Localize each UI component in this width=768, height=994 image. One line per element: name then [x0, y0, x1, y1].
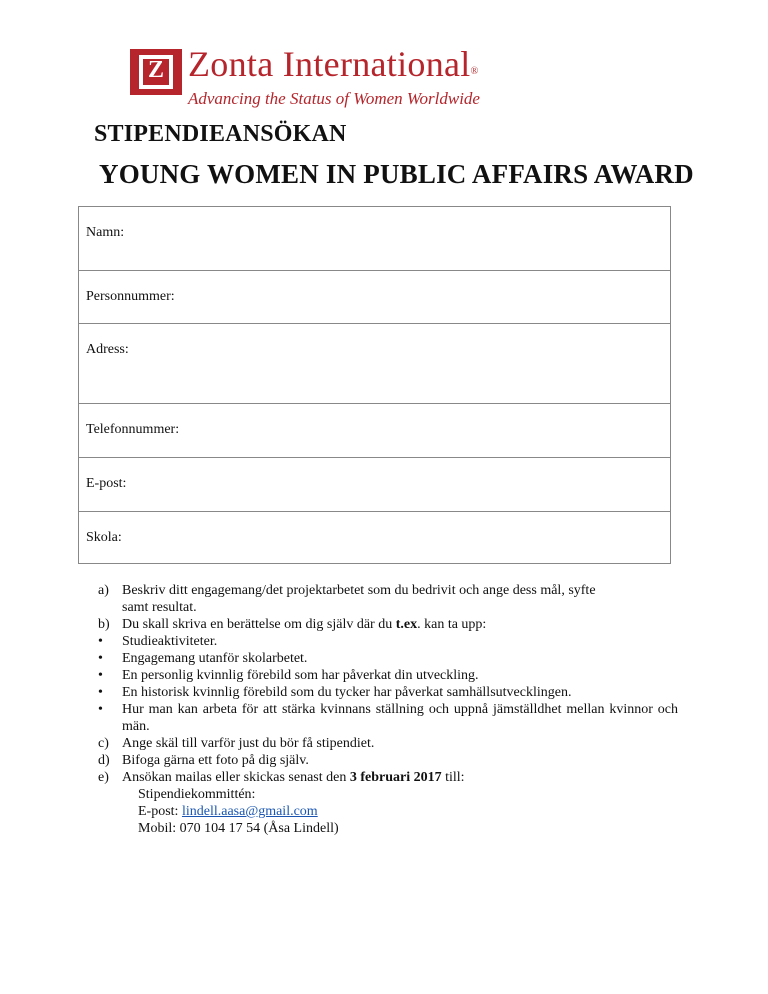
- page-title: STIPENDIEANSÖKAN: [94, 121, 347, 147]
- field-phone[interactable]: Telefonnummer:: [79, 403, 670, 457]
- list-item: e) Ansökan mailas eller skickas senast den 3 februari 2017 till:: [98, 770, 465, 785]
- zonta-emblem-icon: Z: [130, 49, 182, 95]
- field-name[interactable]: Namn:: [86, 225, 125, 240]
- committee-label: Stipendiekommittén:: [138, 787, 256, 802]
- instructions-list: [98, 582, 678, 837]
- field-address[interactable]: Adress:: [79, 323, 670, 403]
- list-item: • En historisk kvinnlig förebild som du tycker har påverkat samhällsutvecklingen.: [98, 685, 572, 700]
- email-link[interactable]: lindell.aasa@gmail.com: [181, 804, 318, 819]
- list-item: • Hur man kan arbeta för att stärka kvinnans ställning och uppnå jämställdhet mellan kvinnor och män.: [98, 702, 678, 734]
- field-school[interactable]: Skola:: [79, 511, 670, 563]
- list-item: • Studieaktiviteter.: [98, 634, 218, 649]
- list-item: d) Bifoga gärna ett foto på dig själv.: [98, 753, 309, 768]
- contact-mobile: Mobil: 070 104 17 54 (Åsa Lindell): [138, 821, 339, 836]
- field-email[interactable]: E-post:: [79, 457, 670, 511]
- list-item: b) Du skall skriva en berättelse om dig själv där du t.ex. kan ta upp:: [98, 617, 487, 632]
- zonta-logo: [130, 44, 480, 108]
- list-item: • En personlig kvinnlig förebild som har påverkat din utveckling.: [98, 668, 479, 683]
- application-form: [78, 206, 671, 564]
- logo-tagline: Advancing the Status of Women Worldwide: [188, 89, 480, 108]
- contact-email: E-post: lindell.aasa@gmail.com: [138, 804, 318, 819]
- list-item: c) Ange skäl till varför just du bör få stipendiet.: [98, 736, 375, 751]
- list-item: • Engagemang utanför skolarbetet.: [98, 651, 308, 666]
- field-personal-number[interactable]: Personnummer:: [79, 270, 670, 323]
- logo-title: Zonta International®: [188, 44, 479, 84]
- list-item: a) Beskriv ditt engagemang/det projektarbetet som du bedrivit och ange dess mål, syfte samt resultat.: [98, 583, 596, 615]
- award-title: YOUNG WOMEN IN PUBLIC AFFAIRS AWARD: [99, 159, 694, 189]
